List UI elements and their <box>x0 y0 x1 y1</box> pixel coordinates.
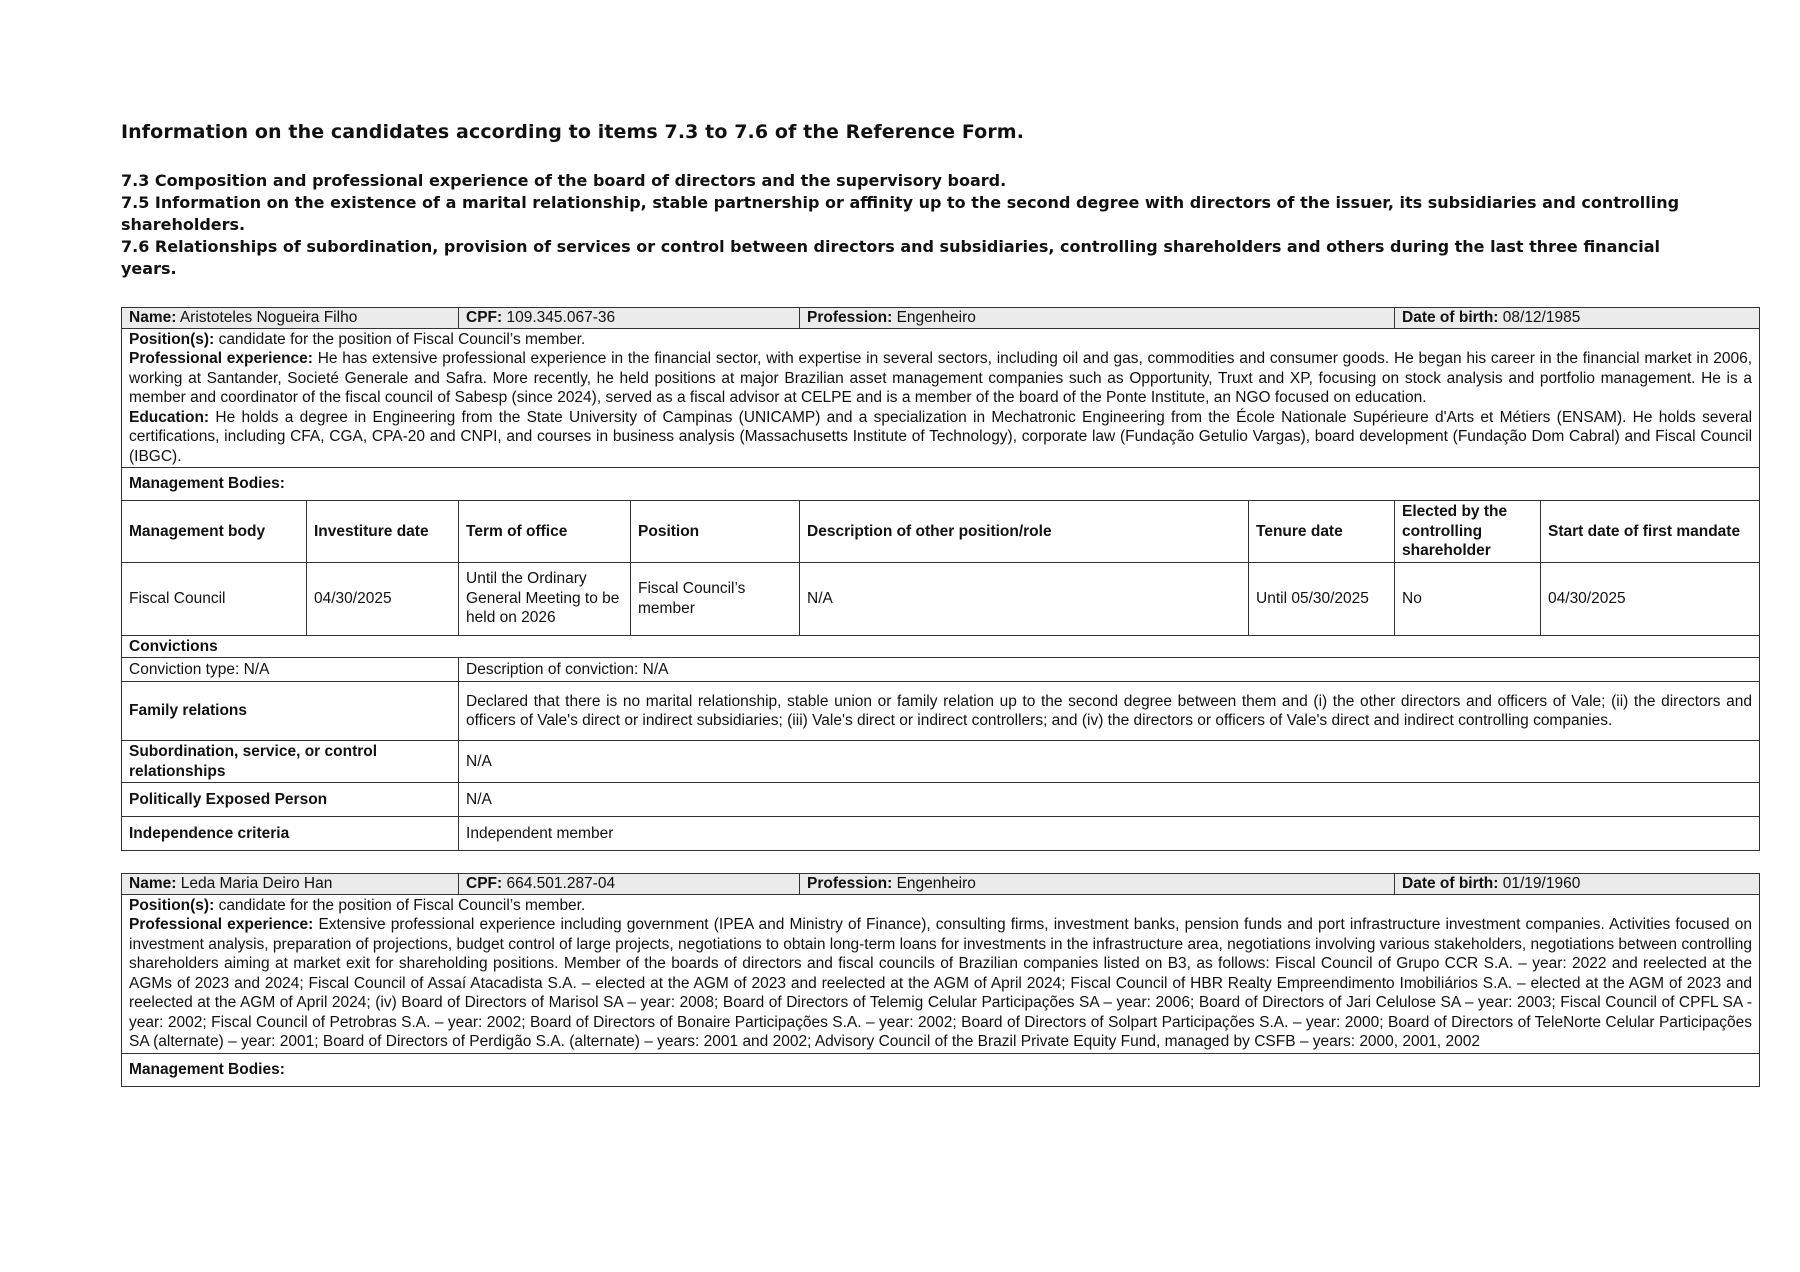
candidate-table-1 <box>121 307 1760 851</box>
subordination-label: Subordination, service, or control relationships <box>122 741 459 783</box>
item-7-6: 7.6 Relationships of subordination, provision of services or control between directors and subsidiaries, controlling shareholders and others during the last three financial years. <box>121 237 1661 278</box>
candidate-profession: Engenheiro <box>896 309 976 326</box>
management-table-row <box>122 562 1760 635</box>
pep-row <box>122 783 1760 817</box>
candidate-name: Leda Maria Deiro Han <box>180 875 333 892</box>
candidate-education: He holds a degree in Engineering from the State University of Campinas (UNICAMP) and a specialization in Mechatronic Engineering from the École Nationale Supérieure d'Arts et Métiers (ENSAM). He holds several certifications, including CFA, CGA, CPA-20 and CNPI, and courses in business analysis (Massachusetts Institute of Technology), corporate law (Fundação Getulio Vargas), board development (Fundação Dom Cabral) and Fiscal Council (IBGC). <box>129 408 1753 465</box>
management-bodies-label: Management Bodies: <box>122 1053 1760 1086</box>
name-cell: Name: Leda Maria Deiro Han <box>122 874 459 895</box>
convictions-label: Convictions <box>122 635 1760 658</box>
pep-value: N/A <box>459 783 1760 817</box>
conviction-description: Description of conviction: N/A <box>459 658 1760 682</box>
candidate-bio-row <box>122 328 1760 468</box>
header-position: Position <box>631 501 800 563</box>
family-relations-label: Family relations <box>122 682 459 741</box>
convictions-row <box>122 658 1760 682</box>
intro-items <box>121 170 1681 280</box>
candidate-professional-experience: He has extensive professional experience in the financial sector, with expertise in several sectors, including oil and gas, commodities and consumer goods. He began his career in the financial market in 2006, working at Santander, Societé Generale and Safra. More recently, he held positions at major Brazilian asset management companies such as Opportunity, Truxt and XP, focusing on stock analysis and portfolio management. He is a member and coordinator of the fiscal council of Sabesp (since 2024), served as a fiscal advisor at CELPE and is a member of the board of the Ponte Institute, an NGO focused on education. <box>129 350 1753 406</box>
candidate-cpf: 664.501.287-04 <box>506 875 616 892</box>
header-management-body: Management body <box>122 501 307 563</box>
document-heading: Information on the candidates according to items 7.3 to 7.6 of the Reference Form. <box>121 121 1025 143</box>
header-start-date-first-mandate: Start date of first mandate <box>1541 501 1760 563</box>
cpf-cell: CPF: 109.345.067-36 <box>459 308 800 329</box>
candidate-cpf: 109.345.067-36 <box>506 309 616 326</box>
candidate-header-row <box>122 874 1760 895</box>
candidate-table-2 <box>121 873 1760 1087</box>
value-term-of-office: Until the Ordinary General Meeting to be held on 2026 <box>459 562 631 635</box>
candidate-positions: candidate for the position of Fiscal Council’s member. <box>218 896 586 914</box>
candidate-bio: Position(s): candidate for the position of Fiscal Council’s member. Professional experience: Extensive professional experience including government (IPEA and Ministry of Finance), consulting firms, investment banks, pension funds and port infrastructure investment companies. Activities focused on investment analysis, preparation of projections, budget control of large projects, negotiations to obtain long-term loans for investments in the infrastructure area, negotiations involving various stakeholders, negotiations between controlling shareholders aiming at market exit for shareholding positions. Member of the boards of directors and fiscal councils of Brazilian companies listed on B3, as follows: Fiscal Council of Grupo CCR S.A. – year: 2022 and reelected at the AGMs of 2023 and 2024; Fiscal Council of Assaí Atacadista S.A. – elected at the AGM of 2023 and reelected at the AGM of April 2024; Fiscal Council of HBR Realty Empreendimento Imobiliários S.A. – elected at the AGM of 2023 and reelected at the AGM of April 2024; (iv) Board of Directors of Marisol SA – year: 2008; Board of Directors of Telemig Celular Participações SA – year: 2006; Board of Directors of Jari Celulose SA – year: 2003; Fiscal Council of CPFL SA - year: 2002; Fiscal Council of Petrobras S.A. – year: 2002; Board of Directors of Bonaire Participações S.A. – year: 2002; Board of Directors of Solpart Participações S.A. – year: 2000; Board of Directors of TeleNorte Celular Participações SA (alternate) – year: 2001; Board of Directors of Perdigão S.A. (alternate) – years: 2001 and 2002; Advisory Council of the Brazil Private Equity Fund, managed by CSFB – years: 2000, 2001, 2002 <box>122 894 1760 1053</box>
header-description-other-role: Description of other position/role <box>800 501 1249 563</box>
candidate-bio-row <box>122 894 1760 1053</box>
independence-label: Independence criteria <box>122 817 459 851</box>
independence-row <box>122 817 1760 851</box>
value-description-other-role: N/A <box>800 562 1249 635</box>
pep-label: Politically Exposed Person <box>122 783 459 817</box>
profession-cell: Profession: Engenheiro <box>800 874 1395 895</box>
value-management-body: Fiscal Council <box>122 562 307 635</box>
conviction-type: Conviction type: N/A <box>122 658 459 682</box>
value-elected-by-controlling: No <box>1395 562 1541 635</box>
candidate-professional-experience: Extensive professional experience including government (IPEA and Ministry of Finance), consulting firms, investment banks, pension funds and port infrastructure investment companies. Activities focused on investment analysis, preparation of projections, budget control of large projects, negotiations to obtain long-term loans for investments in the infrastructure area, negotiations involving various stakeholders, negotiations between controlling shareholders aiming at market exit for shareholding positions. Member of the boards of directors and fiscal councils of Brazilian companies listed on B3, as follows: Fiscal Council of Grupo CCR S.A. – year: 2022 and reelected at the AGMs of 2023 and 2024; Fiscal Council of Assaí Atacadista S.A. – elected at the AGM of 2023 and reelected at the AGM of April 2024; Fiscal Council of HBR Realty Empreendimento Imobiliários S.A. – elected at the AGM of 2023 and reelected at the AGM of April 2024; (iv) Board of Directors of Marisol SA – year: 2008; Board of Directors of Telemig Celular Participações SA – year: 2006; Board of Directors of Jari Celulose SA – year: 2003; Fiscal Council of CPFL SA - year: 2002; Fiscal Council of Petrobras S.A. – year: 2002; Board of Directors of Bonaire Participações S.A. – year: 2002; Board of Directors of Solpart Participações S.A. – year: 2000; Board of Directors of TeleNorte Celular Participações SA (alternate) – year: 2001; Board of Directors of Perdigão S.A. (alternate) – years: 2001 and 2002; Advisory Council of the Brazil Private Equity Fund, managed by CSFB – years: 2000, 2001, 2002 <box>129 916 1753 1050</box>
profession-cell: Profession: Engenheiro <box>800 308 1395 329</box>
value-tenure-date: Until 05/30/2025 <box>1249 562 1395 635</box>
management-bodies-label: Management Bodies: <box>122 468 1760 501</box>
header-term-of-office: Term of office <box>459 501 631 563</box>
family-relations-row <box>122 682 1760 741</box>
management-bodies-label-row <box>122 468 1760 501</box>
dob-cell: Date of birth: 08/12/1985 <box>1395 308 1760 329</box>
candidate-name: Aristoteles Nogueira Filho <box>179 309 358 326</box>
item-7-5: 7.5 Information on the existence of a marital relationship, stable partnership or affinity up to the second degree with directors of the issuer, its subsidiaries and controlling shareholders. <box>121 193 1680 234</box>
candidate-header-row <box>122 308 1760 329</box>
management-table-header-row <box>122 501 1760 563</box>
management-bodies-label-row <box>122 1053 1760 1086</box>
value-position: Fiscal Council’s member <box>631 562 800 635</box>
candidate-profession: Engenheiro <box>896 875 976 892</box>
item-7-3: 7.3 Composition and professional experience of the board of directors and the supervisory board. <box>121 171 1007 190</box>
candidate-dob: 01/19/1960 <box>1502 875 1581 892</box>
cpf-cell: CPF: 664.501.287-04 <box>459 874 800 895</box>
header-elected-by-controlling: Elected by the controlling shareholder <box>1395 501 1541 563</box>
candidate-dob: 08/12/1985 <box>1502 309 1581 326</box>
independence-value: Independent member <box>459 817 1760 851</box>
header-investiture-date: Investiture date <box>307 501 459 563</box>
value-start-date-first-mandate: 04/30/2025 <box>1541 562 1760 635</box>
candidate-positions: candidate for the position of Fiscal Council’s member. <box>218 330 586 348</box>
convictions-label-row <box>122 635 1760 658</box>
family-relations-value: Declared that there is no marital relationship, stable union or family relation up to the second degree between them and (i) the other directors and officers of Vale; (ii) the directors and officers of Vale's direct or indirect subsidiaries; (iii) Vale's direct or indirect controllers; and (iv) the directors or officers of Vale's direct and indirect controlling companies. <box>459 682 1760 741</box>
dob-cell: Date of birth: 01/19/1960 <box>1395 874 1760 895</box>
value-investiture-date: 04/30/2025 <box>307 562 459 635</box>
subordination-value: N/A <box>459 741 1760 783</box>
name-cell: Name: Aristoteles Nogueira Filho <box>122 308 459 329</box>
candidate-bio: Position(s): candidate for the position of Fiscal Council’s member. Professional experience: He has extensive professional experience in the financial sector, with expertise in several sectors, including oil and gas, commodities and consumer goods. He began his career in the financial market in 2006, working at Santander, Societé Generale and Safra. More recently, he held positions at major Brazilian asset management companies such as Opportunity, Truxt and XP, focusing on stock analysis and portfolio management. He is a member and coordinator of the fiscal council of Sabesp (since 2024), served as a fiscal advisor at CELPE and is a member of the board of the Ponte Institute, an NGO focused on education. Education: He holds a degree in Engineering from the State University of Campinas (UNICAMP) and a specialization in Mechatronic Engineering from the École Nationale Supérieure d'Arts et Métiers (ENSAM). He holds several certifications, including CFA, CGA, CPA-20 and CNPI, and courses in business analysis (Massachusetts Institute of Technology), corporate law (Fundação Getulio Vargas), board development (Fundação Dom Cabral) and Fiscal Council (IBGC). <box>122 328 1760 468</box>
subordination-row <box>122 741 1760 783</box>
header-tenure-date: Tenure date <box>1249 501 1395 563</box>
